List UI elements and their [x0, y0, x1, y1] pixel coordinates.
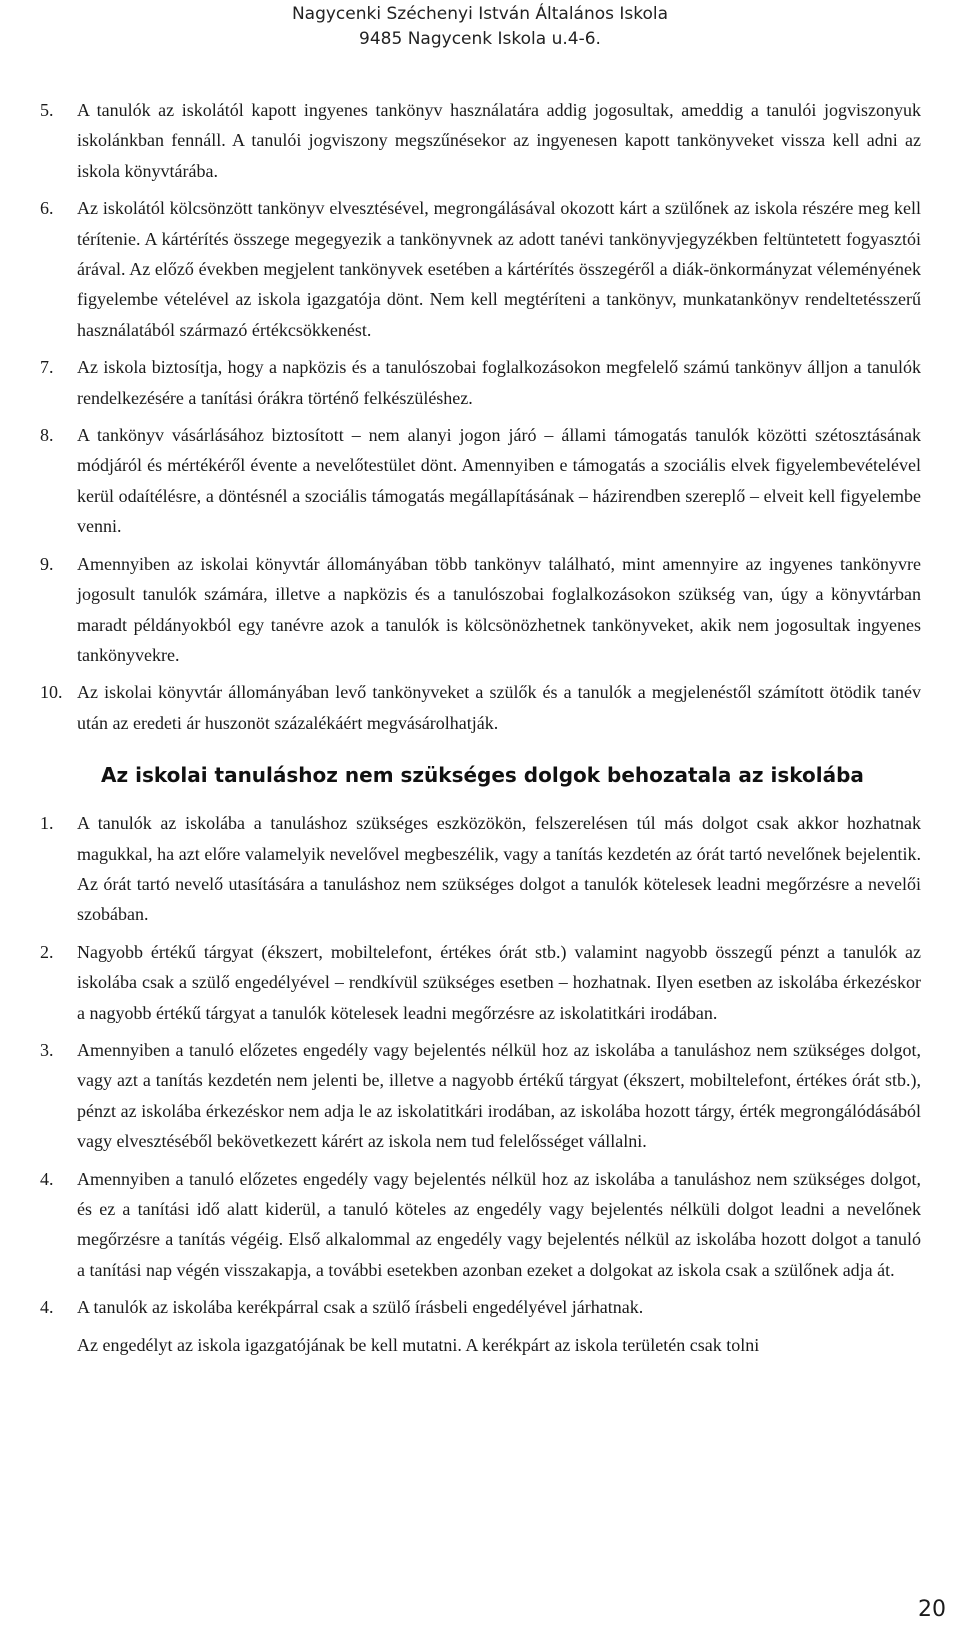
list-item — [40, 937, 921, 1028]
item-number: 5. — [40, 100, 54, 120]
item-text: A tanulók az iskolába kerékpárral csak a szülő írásbeli engedélyével járhatnak. — [77, 1297, 644, 1318]
list-section-2 — [40, 808, 921, 1360]
item-text: Amennyiben a tanuló előzetes engedély vagy bejelentés nélkül hoz az iskolába a tanuláshoz nem szükséges dolgot, és ez a tanítási idő alatt kiderül, a tanuló köteles az engedély vagy bejelentés nélküli dolgot leadni a nevelőnek megőrzésre a tanítás végéig. Első alkalommal az engedély vagy bejelentés nélkül az iskolába hozott dolgot a tanuló a tanítási nap végén visszakapja, a további esetekben azonban ezeket a dolgokat az iskola csak a szülőnek adja át. — [77, 1168, 921, 1280]
list-item — [40, 549, 921, 671]
continuation-paragraph: Az engedélyt az iskola igazgatójának be kell mutatni. A kerékpárt az iskola területén csak tolni — [77, 1334, 760, 1355]
page-header — [0, 2, 960, 52]
item-number: 1. — [40, 813, 54, 834]
item-text: A tanulók az iskolától kapott ingyenes tankönyv használatára addig jogosultak, ameddig a tanulói jogviszonyuk iskolánkban fennáll. A tanulói jogviszony megszűnésekor az ingyenesen kapott tankönyveket vissza kell adni az iskola könyvtárába. — [77, 100, 921, 181]
list-item — [40, 1035, 921, 1157]
item-text: Az iskola biztosítja, hogy a napközis és a tanulószobai foglalkozásokon megfelelő számú tankönyv álljon a tanulók rendelkezésére a tanítási órákra történő felkészüléshez. — [77, 357, 921, 408]
list-item — [40, 352, 921, 413]
item-text: Amennyiben a tanuló előzetes engedély vagy bejelentés nélkül hoz az iskolába a tanuláshoz nem szükséges dolgot, vagy azt a tanítás kezdetén nem jelenti be, illetve a nagyobb értékű tárgyat (ékszert, mobiltelefont, értékes órát stb.), pénzt az iskolába érkezéskor nem adja le az iskolatitkári irodában, az iskolába hozott tárgy, érték megrongálódásából vagy elvesztéséből bekövetkezett kárért az iskola nem tud felelősséget vállalni. — [77, 1039, 921, 1152]
item-text: A tanulók az iskolába a tanuláshoz szükséges eszközökön, felszerelésen túl más dolgot csak akkor hozhatnak magukkal, ha azt előre valamelyik nevelővel megbeszélik, vagy a tanítás kezdetén az órát tartó nevelőnek bejelentik. Az órát tartó nevelő utasítására a tanuláshoz nem szükséges dolgot a tanulók kötelesek leadni megőrzésre a nevelői szobában. — [77, 813, 921, 925]
header-address: 9485 Nagycenk Iskola u.4-6. — [359, 29, 601, 49]
item-number: 8. — [40, 425, 54, 446]
item-text: Amennyiben az iskolai könyvtár állományában több tankönyv található, mint amennyire az ingyenes tankönyvre jogosult tanulók számára, illetve a napközis és a tanulószobai foglalkozásokon szükség van, úgy a könyvtárban maradt példányokból egy tanévre azok a tanulók is kölcsönözhetnek tankönyveket, akik nem jogosultak ingyenes tankönyvekre. — [77, 553, 921, 665]
item-text: Az iskolától kölcsönzött tankönyv elvesztésével, megrongálásával okozott kárt a szülőnek az iskola részére meg kell térítenie. A kártérítés összege megegyezik a tankönyvnek az adott tanévi tankönyvjegyzékben feltüntetett fogyasztói árával. Az előző években megjelent tankönyvek esetében a kártérítés összegéről a diák-önkormányzat véleményének figyelembe vételével az iskola igazgatója dönt. Nem kell megtéríteni a tankönyv, munkatankönyv rendeltetésszerű használatából származó értékcsökkenést. — [77, 198, 921, 340]
list-item — [40, 1164, 921, 1286]
list-item — [40, 95, 921, 186]
item-number: 3. — [40, 1039, 54, 1060]
item-text: Nagyobb értékű tárgyat (ékszert, mobiltelefont, értékes órát stb.) valamint nagyobb összegű pénzt a tanulók az iskolába csak a szülő engedélyével – rendkívül szükséges esetben – hozhatnak. Ilyen esetben az iskolába érkezéskor a nagyobb értékű tárgyat a tanulók kötelesek leadni megőrzésre az iskolatitkári irodában. — [77, 941, 921, 1023]
item-text: Az iskolai könyvtár állományában levő tankönyveket a szülők és a tanulók a megjelenéstől számított ötödik tanév után az eredeti ár huszonöt százalékáért megvásárolhatják. — [77, 682, 921, 733]
header-school-name: Nagycenki Széchenyi István Általános Iskola — [291, 4, 669, 24]
item-text: A tankönyv vásárlásához biztosított – nem alanyi jogon járó – állami támogatás tanulók közötti szétosztásának módjáról és mértékéről évente a nevelőtestület dönt. Amennyiben e támogatás a szociális elvek figyelembevételével kerül odaítélésre, a döntésnél a szociális támogatás megállapításának – házirendben szereplő – elveit kell figyelembe venni. — [77, 425, 921, 537]
list-item — [40, 808, 921, 930]
list-item — [40, 193, 921, 345]
list-section-1 — [40, 95, 921, 738]
page-number: 20 — [918, 1597, 946, 1622]
item-number: 7. — [40, 357, 54, 378]
item-number: 4. — [40, 1168, 54, 1189]
list-item — [40, 420, 921, 542]
item-number: 10. — [40, 682, 63, 703]
document-body — [40, 95, 921, 1360]
item-number: 6. — [40, 198, 54, 219]
item-number: 2. — [40, 941, 54, 962]
item-number: 4. — [40, 1297, 54, 1318]
list-item — [40, 1292, 921, 1322]
item-number: 9. — [40, 553, 54, 574]
section-heading: Az iskolai tanuláshoz nem szükséges dolgok behozatala az iskolába — [101, 763, 864, 788]
list-item — [40, 677, 921, 738]
